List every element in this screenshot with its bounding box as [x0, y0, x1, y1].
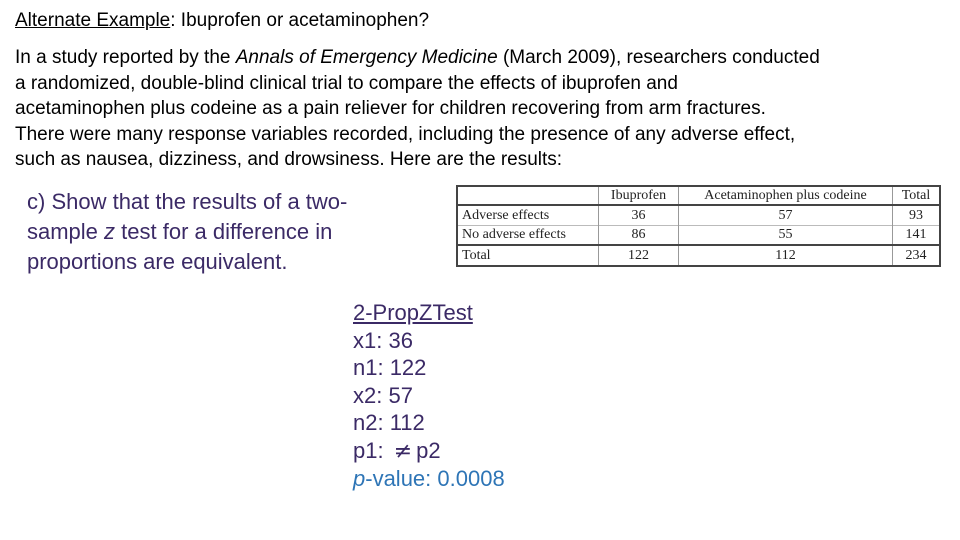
table-row [457, 225, 940, 245]
intro-line-2: a randomized, double-blind clinical trial to compare the effects of ibuprofen and [15, 72, 678, 94]
intro-line-4: There were many response variables recorded, including the presence of any adverse effect, [15, 123, 796, 145]
table-cell: 112 [679, 245, 893, 266]
part-c-line-3: proportions are equivalent. [27, 249, 288, 274]
calc-x2: x2: 57 [353, 382, 413, 408]
table-header-cell: Total [892, 186, 940, 205]
table-row-label: Adverse effects [457, 205, 598, 225]
part-c-line-1: c) Show that the results of a two- [27, 189, 348, 214]
calc-x1: x1: 36 [353, 327, 413, 353]
table-cell: 86 [598, 225, 678, 245]
table-header-cell [457, 186, 598, 205]
calc-p-value [353, 465, 505, 493]
table-cell: 234 [892, 245, 940, 266]
calc-n1: n1: 122 [353, 355, 427, 380]
table-row [457, 245, 940, 266]
table-header-cell: Ibuprofen [598, 186, 678, 205]
table-header-row [457, 186, 940, 205]
table-header-cell: Acetaminophen plus codeine [679, 186, 893, 205]
journal-name: Annals of Emergency Medicine [235, 47, 498, 68]
results-table [456, 185, 941, 267]
calc-p2-label: p2 [416, 437, 441, 463]
intro-line-1-a: In a study reported by the [15, 47, 236, 68]
table-cell: 122 [598, 245, 678, 266]
part-c-line-2-a: sample [27, 219, 105, 244]
part-c-question [27, 187, 427, 277]
intro-line-1 [15, 45, 950, 71]
calc-n2: n2: 112 [353, 410, 425, 435]
p-value-text: -value: 0.0008 [365, 466, 505, 491]
calc-alt-hypothesis [353, 437, 505, 466]
table-row-label: Total [457, 245, 598, 266]
calculator-output [353, 299, 505, 493]
intro-line-3: acetaminophen plus codeine as a pain reliever for children recovering from arm fractures. [15, 98, 766, 119]
table-cell: 141 [892, 225, 940, 245]
not-equal-icon: ≠ [393, 438, 413, 464]
table-cell: 55 [679, 225, 893, 245]
calc-p1-label: p1: [353, 437, 384, 463]
intro-line-1-b: (March 2009), researchers conducted [497, 47, 820, 68]
slide-title [15, 9, 429, 33]
title-underlined-text: Alternate Example [15, 10, 171, 31]
table-cell: 93 [892, 205, 940, 225]
table-row-label: No adverse effects [457, 225, 598, 245]
z-italic: z [104, 219, 116, 244]
intro-paragraph [15, 45, 950, 173]
intro-line-5: such as nausea, dizziness, and drowsiness. Here are the results: [15, 149, 563, 170]
results-table-container [456, 185, 941, 267]
table-cell: 57 [679, 205, 893, 225]
part-c-line-2-b: test for a difference in [115, 219, 333, 244]
title-rest-text: : Ibuprofen or acetaminophen? [170, 10, 430, 31]
part-c-line-2 [27, 217, 427, 247]
table-row [457, 205, 940, 225]
p-italic: p [353, 466, 366, 491]
table-cell: 36 [598, 205, 678, 225]
calculator-title: 2-PropZTest [353, 300, 473, 325]
